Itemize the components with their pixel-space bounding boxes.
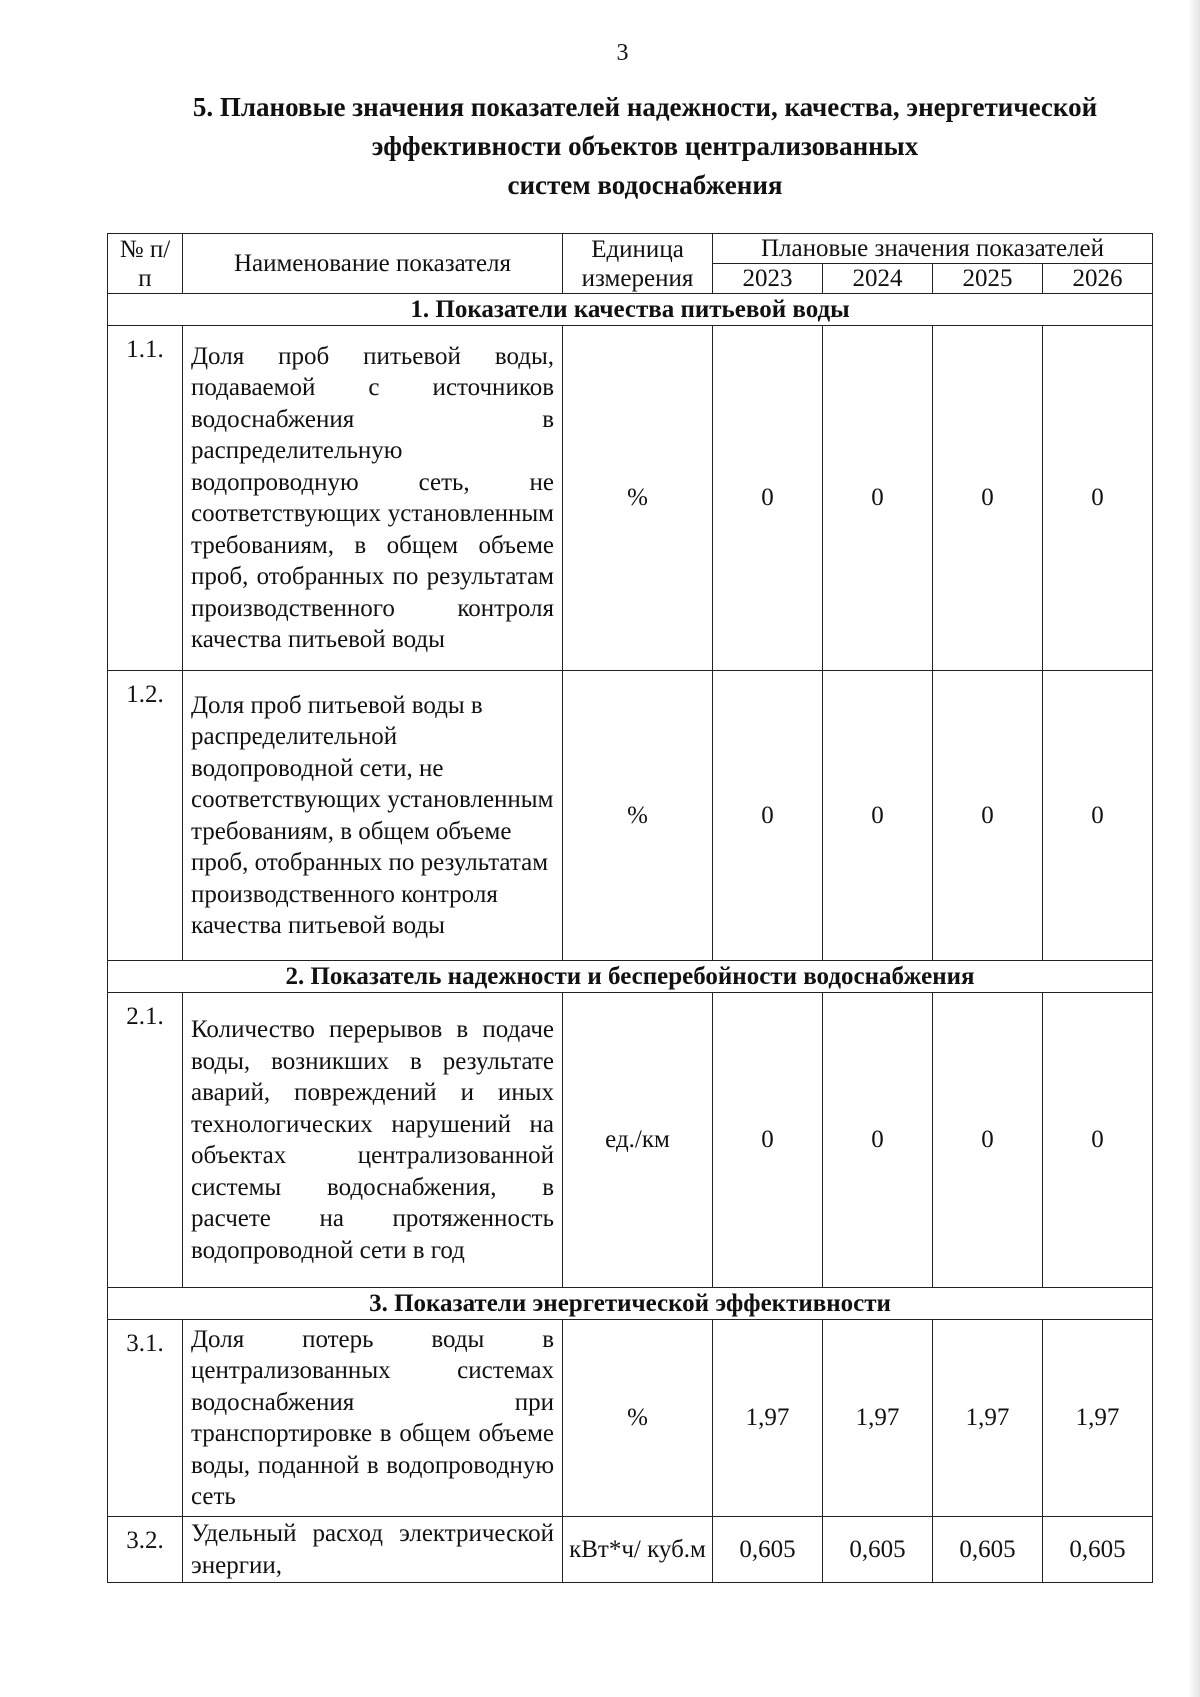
row-num: 1.2. <box>108 671 183 961</box>
page-number: 3 <box>616 40 629 66</box>
row-value: 0,605 <box>933 1517 1043 1583</box>
table-row <box>108 671 1153 961</box>
header-planned: Плановые значения показателей <box>713 234 1153 264</box>
row-unit: кВт*ч/ куб.м <box>563 1517 713 1583</box>
row-num: 2.1. <box>108 993 183 1288</box>
row-value: 0 <box>933 326 1043 671</box>
page-edge-shadow <box>1188 0 1200 1697</box>
row-value: 1,97 <box>933 1320 1043 1517</box>
row-num: 3.2. <box>108 1517 183 1583</box>
row-num: 3.1. <box>108 1320 183 1517</box>
header-year: 2025 <box>933 264 1043 294</box>
row-value: 0,605 <box>713 1517 823 1583</box>
row-num: 1.1. <box>108 326 183 671</box>
row-value: 0 <box>713 993 823 1288</box>
row-name: Количество перерывов в подаче воды, возникших в результате аварий, повреждений и иных технологических нарушений на объектах централизованной системы водоснабжения, в расчете на протяженность водопроводной сети в год <box>183 993 563 1288</box>
row-name: Доля потерь воды в централизованных системах водоснабжения при транспортировке в общем объеме воды, поданной в водопроводную сеть <box>183 1320 563 1517</box>
table-header <box>108 234 1153 294</box>
row-unit: ед./км <box>563 993 713 1288</box>
section-row <box>108 961 1153 993</box>
row-value: 1,97 <box>713 1320 823 1517</box>
row-value: 0 <box>823 993 933 1288</box>
row-name: Доля проб питьевой воды в распределительной водопроводной сети, не соответствующих установленным требованиям, в общем объеме проб, отобранных по результатам производственного контроля качества питьевой воды <box>183 671 563 961</box>
table-row <box>108 1320 1153 1517</box>
header-year: 2026 <box>1043 264 1153 294</box>
table-row <box>108 993 1153 1288</box>
table-row <box>108 1517 1153 1583</box>
row-value: 0 <box>933 993 1043 1288</box>
header-year: 2024 <box>823 264 933 294</box>
indicators-table <box>107 233 1153 1583</box>
row-unit: % <box>563 1320 713 1517</box>
title-line-2: эффективности объектов централизованных <box>371 131 919 161</box>
row-value: 0 <box>1043 326 1153 671</box>
row-value: 0 <box>1043 993 1153 1288</box>
section-row <box>108 294 1153 326</box>
row-unit: % <box>563 671 713 961</box>
header-name: Наименование показателя <box>183 234 563 294</box>
header-num: № п/п <box>108 234 183 294</box>
row-value: 0 <box>933 671 1043 961</box>
row-value: 0 <box>713 326 823 671</box>
row-value: 0 <box>823 671 933 961</box>
header-unit: Единица измерения <box>563 234 713 294</box>
section-title: 1. Показатели качества питьевой воды <box>108 294 1153 326</box>
table-row <box>108 326 1153 671</box>
row-unit: % <box>563 326 713 671</box>
row-value: 0 <box>823 326 933 671</box>
row-name: Удельный расход электрической энергии, <box>183 1517 563 1583</box>
row-value: 1,97 <box>823 1320 933 1517</box>
row-name: Доля проб питьевой воды, подаваемой с источников водоснабжения в распределительную водопроводную сеть, не соответствующих установленным требованиям, в общем объеме проб, отобранных по результатам производственного контроля качества питьевой воды <box>183 326 563 671</box>
section-row <box>108 1288 1153 1320</box>
section-title: 3. Показатели энергетической эффективности <box>108 1288 1153 1320</box>
row-value: 0 <box>1043 671 1153 961</box>
title-line-3: систем водоснабжения <box>507 170 783 200</box>
row-value: 0 <box>713 671 823 961</box>
header-year: 2023 <box>713 264 823 294</box>
title-line-1: 5. Плановые значения показателей надежности, качества, энергетической <box>192 92 1098 122</box>
row-value: 1,97 <box>1043 1320 1153 1517</box>
row-value: 0,605 <box>823 1517 933 1583</box>
document-title <box>150 88 1140 205</box>
row-value: 0,605 <box>1043 1517 1153 1583</box>
section-title: 2. Показатель надежности и бесперебойности водоснабжения <box>108 961 1153 993</box>
